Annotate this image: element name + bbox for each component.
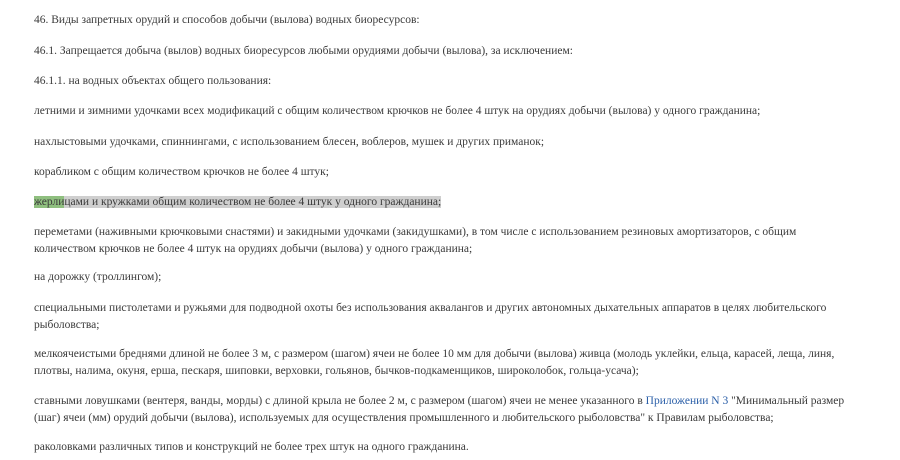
list-item: на дорожку (троллингом); (34, 271, 162, 283)
item-text: "Минимальный размер (шаг) ячеи (мм) орудий добычи (вылова), используемых для осуществления промышленного и любительского рыболовства" к Правилам рыболовства; (34, 395, 845, 424)
list-item: мелкоячеистыми бреднями длиной не более 3 м, с размером (шагом) ячеи не более 10 мм для добычи (вылова) живца (молодь уклейки, ельца, карасей, леща, линя, плотвы, налима, окуня, ерша, пескаря, шиповки, верховки, гольянов, бычков-подкаменщиков, широколобок, гольца-усача); (34, 348, 835, 377)
paragraph-46-1-1: 46.1.1. на водных объектах общего пользования: (34, 75, 272, 87)
appendix-3-link[interactable]: Приложении N 3 (645, 395, 729, 407)
list-item: раколовками различных типов и конструкций не более трех штук на одного гражданина. (34, 441, 469, 453)
selected-text-rest: цами и кружками общим количеством не более 4 штук у одного гражданина; (64, 196, 442, 208)
section-heading-46: 46. Виды запретных орудий и способов добычи (вылова) водных биоресурсов: (34, 14, 420, 26)
item-text: ставными ловушками (вентеря, ванды, морды) с длиной крыла не более 2 м, с размером (шагом) ячеи не менее указанного в (34, 395, 646, 407)
paragraph-46-1: 46.1. Запрещается добыча (вылов) водных биоресурсов любыми орудиями добычи (вылова), за исключением: (34, 45, 573, 57)
selected-text[interactable] (34, 196, 441, 208)
list-item: специальными пистолетами и ружьями для подводной охоты без использования аквалангов и других автономных дыхательных аппаратов в целях любительского рыболовства; (34, 302, 827, 331)
list-item: корабликом с общим количеством крючков не более 4 штук; (34, 166, 329, 178)
list-item (34, 393, 852, 427)
list-item: нахлыстовыми удочками, спиннингами, с использованием блесен, воблеров, мушек и других приманок; (34, 136, 545, 148)
list-item: летними и зимними удочками всех модификаций с общим количеством крючков не более 4 штук на орудиях добычи (вылова) у одного гражданина; (34, 105, 761, 117)
search-highlight: жерли (34, 196, 65, 208)
list-item: переметами (наживными крючковыми снастями) и закидными удочками (закидушками), в том числе с использованием резиновых амортизаторов, с общим количеством крючков не более 4 штук на орудиях добычи (вылова) у одного гражданина; (34, 226, 797, 255)
list-item-selected (34, 194, 852, 211)
